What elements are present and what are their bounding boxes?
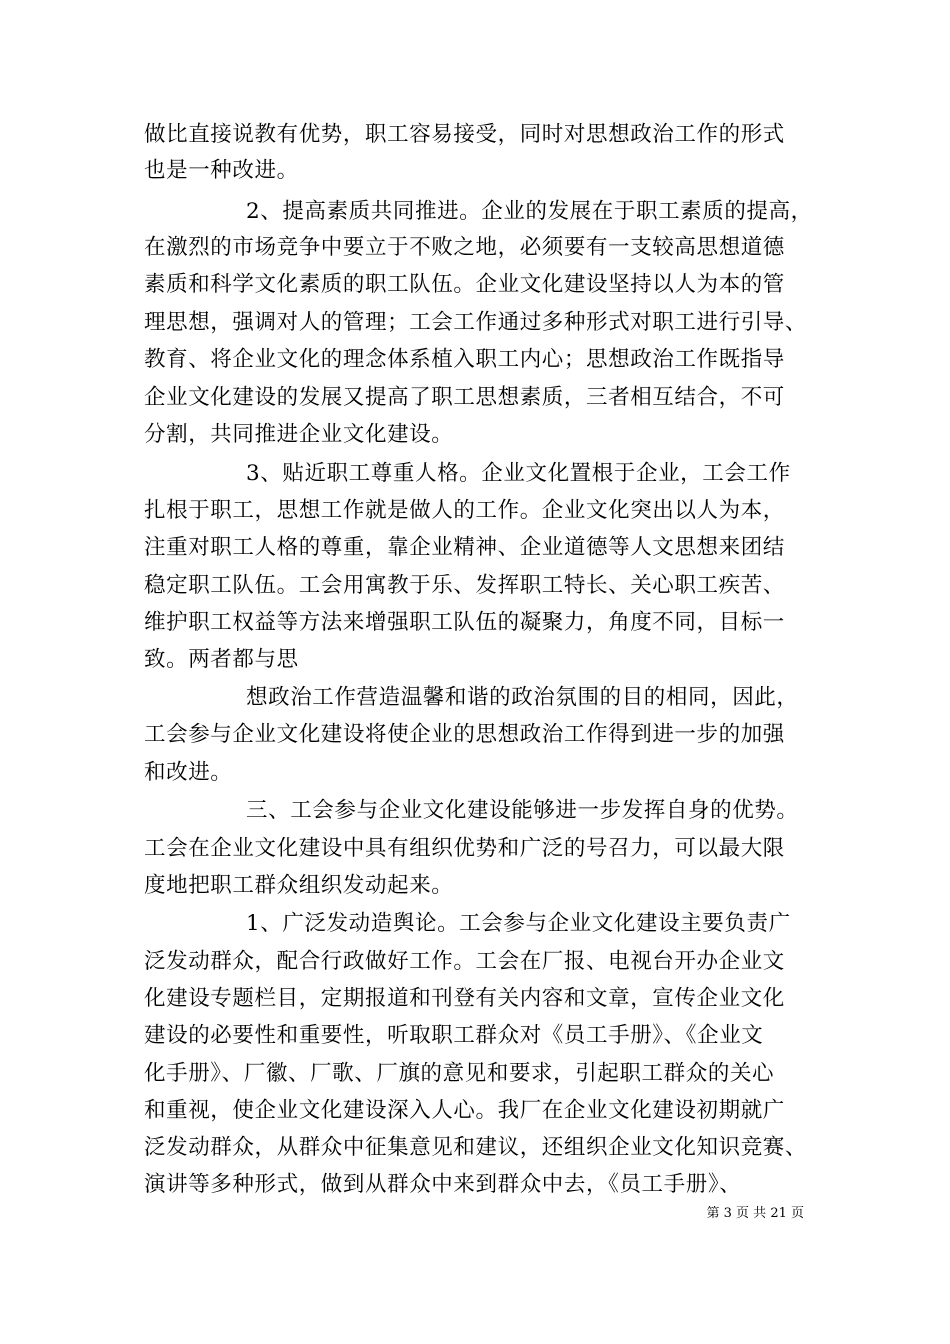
text-line: 分割，共同推进企业文化建设。 [144,422,454,447]
text-line: 致。两者都与思 [144,647,299,672]
text-line: 教育、将企业文化的理念体系植入职工内心；思想政治工作既指导 [144,347,785,372]
text-line: 在激烈的市场竞争中要立于不败之地，必须要有一支较高思想道德 [144,235,785,260]
text-line: 维护职工权益等方法来增强职工队伍的凝聚力，角度不同，目标一 [144,610,785,635]
text-line: 也是一种改进。 [144,158,299,183]
page-number: 第 3 页 共 21 页 [706,1206,804,1221]
text-line: 稳定职工队伍。工会用寓教于乐、发挥职工特长、关心职工疾苦、 [144,573,785,598]
text-line: 素质和科学文化素质的职工队伍。企业文化建设坚持以人为本的管 [144,272,785,297]
text-line: 化手册》、厂徽、厂歌、厂旗的意见和要求，引起职工群众的关心 [144,1061,775,1086]
text-line: 建设的必要性和重要性，听取职工群众对《员工手册》、《企业文 [144,1023,764,1048]
text-line: 和重视，使企业文化建设深入人心。我厂在企业文化建设初期就广 [144,1098,785,1123]
text-line: 扎根于职工，思想工作就是做人的工作。企业文化突出以人为本， [144,498,785,523]
text-line: 和改进。 [144,760,233,785]
text-line: 工会参与企业文化建设将使企业的思想政治工作得到进一步的加强 [144,722,785,747]
text-line: 3、贴近职工尊重人格。企业文化置根于企业，工会工作 [246,461,791,486]
text-line: 工会在企业文化建设中具有组织优势和广泛的号召力，可以最大限 [144,836,785,861]
text-line: 1、广泛发动造舆论。工会参与企业文化建设主要负责广 [246,911,791,936]
text-line: 注重对职工人格的尊重，靠企业精神、企业道德等人文思想来团结 [144,535,785,560]
text-line: 演讲等多种形式，做到从群众中来到群众中去，《员工手册》、 [144,1172,742,1197]
text-line: 企业文化建设的发展又提高了职工思想素质，三者相互结合，不可 [144,385,785,410]
text-line: 泛发动群众，配合行政做好工作。工会在厂报、电视台开办企业文 [144,949,785,974]
text-line: 泛发动群众，从群众中征集意见和建议，还组织企业文化知识竞赛、 [144,1135,808,1160]
text-line: 度地把职工群众组织发动起来。 [144,873,454,898]
text-line: 2、提高素质共同推进。企业的发展在于职工素质的提高， [246,199,813,224]
text-line: 理思想，强调对人的管理；工会工作通过多种形式对职工进行引导、 [144,310,808,335]
text-line: 三、工会参与企业文化建设能够进一步发挥自身的优势。 [246,798,799,823]
text-line: 化建设专题栏目，定期报道和刊登有关内容和文章，宣传企业文化 [144,986,785,1011]
text-line: 做比直接说教有优势，职工容易接受，同时对思想政治工作的形式 [144,122,785,147]
text-line: 想政治工作营造温馨和谐的政治氛围的目的相同，因此， [246,685,799,710]
